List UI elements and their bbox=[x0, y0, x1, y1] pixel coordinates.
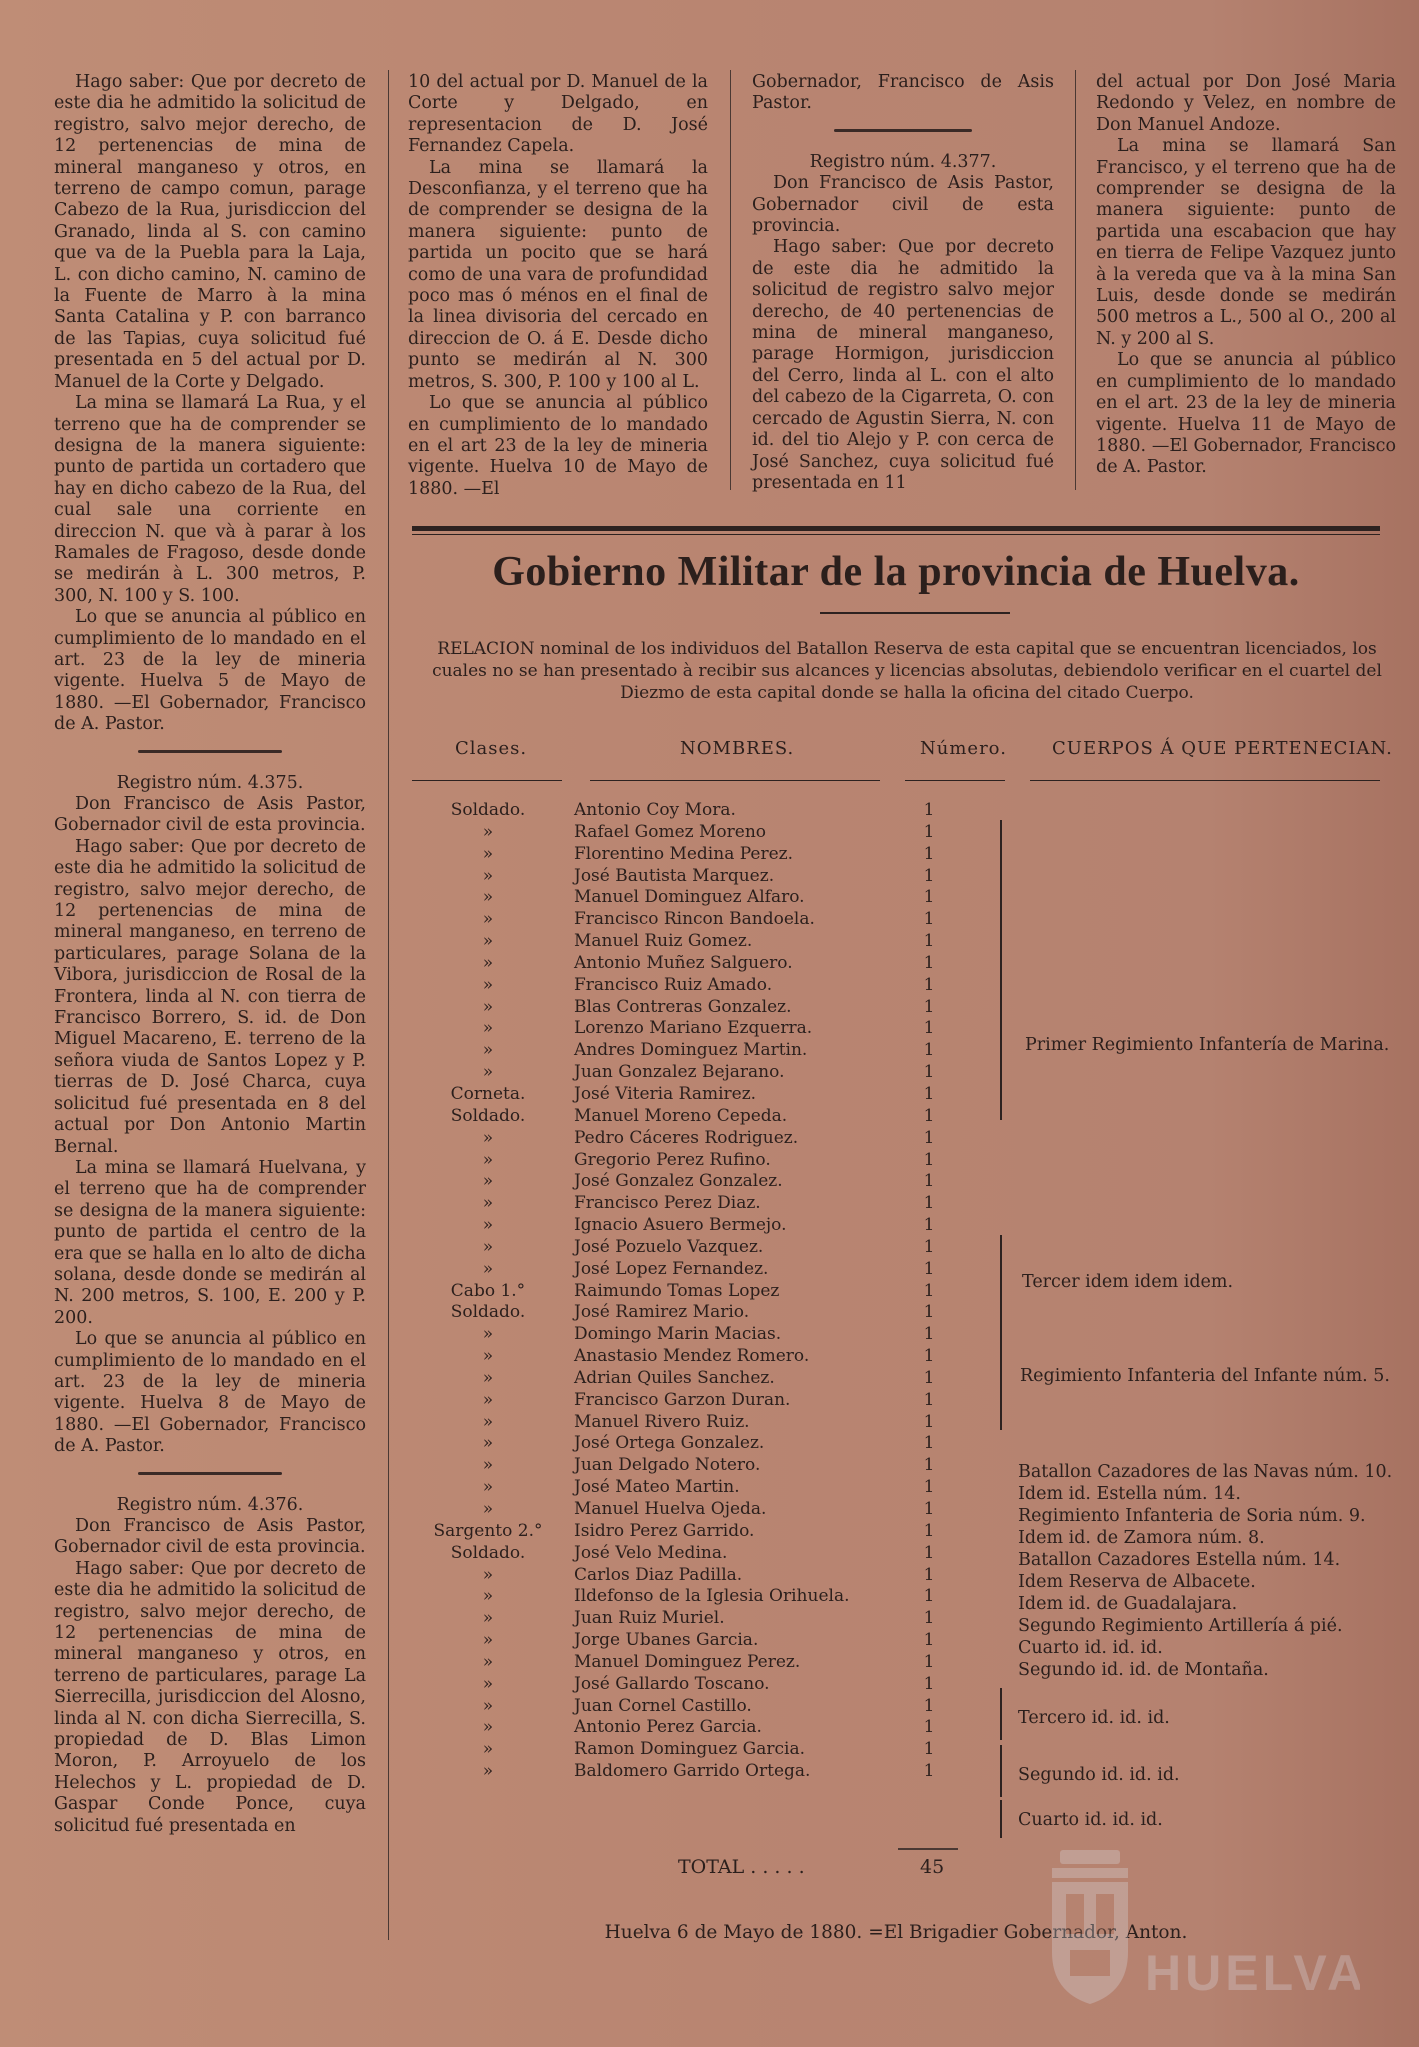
unit-label: Cuarto id. id. id. bbox=[1018, 1810, 1163, 1830]
roster-class: » bbox=[482, 1673, 494, 1694]
roster-name: José Pozuelo Vazquez. bbox=[574, 1236, 764, 1257]
roster-name: José Gonzalez Gonzalez. bbox=[574, 1171, 783, 1192]
roster-class: » bbox=[482, 1127, 494, 1148]
roster-number: 1 bbox=[923, 1258, 935, 1279]
unit-label: Idem Reserva de Albacete. bbox=[1018, 1572, 1256, 1592]
roster-number: 1 bbox=[923, 1302, 935, 1323]
unit-label: Segundo id. id. de Montaña. bbox=[1018, 1660, 1269, 1680]
roster-name: Rafael Gomez Moreno bbox=[574, 821, 767, 842]
column-1 bbox=[54, 72, 366, 1837]
roster-class: » bbox=[482, 1411, 494, 1432]
header-cuerpos: CUERPOS Á QUE PERTENECIAN. bbox=[1052, 738, 1393, 759]
roster-name: Manuel Moreno Cepeda. bbox=[574, 1105, 788, 1126]
unit-label: Regimiento Infanteria de Soria núm. 9. bbox=[1018, 1506, 1366, 1526]
roster-name: Adrian Quiles Sanchez. bbox=[574, 1367, 775, 1388]
roster-class: Cabo 1.° bbox=[450, 1280, 526, 1301]
registro-4375-para2: La mina se llamará Huelvana, y el terreno que ha de comprender se designa de la manera siguiente: punto de partida el centro de la era que se halla en lo alto de dicha solana, desde donde se medirán al N. 200 metros, S. 100, E. 200 y P. 200. bbox=[54, 1157, 366, 1328]
roster-class: » bbox=[482, 1215, 494, 1236]
registro-4377-para1: Hago saber: Que por decreto de este dia he admitido la solicitud de registro salvo mejor derecho, de 40 pertenencias de mina de mineral manganeso, parage Hormigon, jurisdiccion del Cerro, linda al L. con el alto del cabezo de la Cigarreta, O. con cercado de Agustin Sierra, N. con id. del tio Alejo y P. con cerca de José Sanchez, cuya solicitud fué presentada en 11 bbox=[752, 237, 1054, 493]
roster-name: José Ortega Gonzalez. bbox=[574, 1433, 765, 1454]
roster-number: 1 bbox=[923, 1040, 935, 1061]
roster-name: Francisco Perez Diaz. bbox=[574, 1193, 761, 1214]
roster-number: 1 bbox=[923, 1673, 935, 1694]
roster-number: 1 bbox=[923, 1564, 935, 1585]
col3-para1: Gobernador, Francisco de Asis Pastor. bbox=[752, 72, 1054, 114]
roster-number: 1 bbox=[923, 1367, 935, 1388]
roster-number: 1 bbox=[923, 1477, 935, 1498]
brace-group-5 bbox=[1000, 1745, 1010, 1797]
roster-class: Corneta. bbox=[450, 1083, 526, 1104]
roster-class: » bbox=[482, 931, 494, 952]
roster-name: Isidro Perez Garrido. bbox=[574, 1520, 755, 1541]
roster-number: 1 bbox=[923, 1324, 935, 1345]
total-rule bbox=[898, 1848, 958, 1850]
table-row bbox=[412, 1368, 954, 1390]
roster-name: Carlos Diaz Padilla. bbox=[574, 1564, 743, 1585]
roster-name: Lorenzo Mariano Ezquerra. bbox=[574, 1018, 813, 1039]
roster-number: 1 bbox=[923, 1215, 935, 1236]
roster-class: Soldado. bbox=[450, 1302, 526, 1323]
watermark-text: HUELVA bbox=[1145, 1945, 1360, 2001]
unit-label: Tercero id. id. id. bbox=[1018, 1708, 1170, 1728]
roster-number: 1 bbox=[923, 1739, 935, 1760]
roster-number: 1 bbox=[923, 996, 935, 1017]
roster-number: 1 bbox=[923, 865, 935, 886]
roster-number: 1 bbox=[923, 952, 935, 973]
roster-name: Ildefonso de la Iglesia Orihuela. bbox=[574, 1586, 850, 1607]
registro-4375-para1: Hago saber: Que por decreto de este dia he admitido la solicitud de registro, salvo mejor derecho, de 12 pertenencias de mina de mineral manganeso, en terreno de particulares, parage Solana de la Vibora, jurisdiccion de Rosal de la Frontera, linda al N. con tierra de Francisco Borrero, S. id. de Don Miguel Macareno, E. terreno de la señora viuda de Santos Lopez y P. tierras de D. José Charca, cuya solicitud fué presentada en 8 del actual por Don Antonio Martin Bernal. bbox=[54, 836, 366, 1157]
table-row bbox=[412, 1062, 954, 1084]
brace-group-2 bbox=[1000, 1235, 1010, 1345]
roster-class: » bbox=[482, 1564, 494, 1585]
table-row bbox=[412, 1543, 954, 1565]
roster-name: Manuel Ruiz Gomez. bbox=[574, 931, 753, 952]
roster-name: Antonio Coy Mora. bbox=[574, 800, 736, 820]
roster-class: Soldado. bbox=[450, 1105, 526, 1126]
total-label: TOTAL . . . . . bbox=[678, 1856, 805, 1878]
table-row bbox=[412, 953, 954, 975]
table-row bbox=[412, 1281, 954, 1303]
table-row bbox=[412, 1237, 954, 1259]
table-row bbox=[412, 1259, 954, 1281]
separator bbox=[138, 750, 282, 753]
roster-class: » bbox=[482, 952, 494, 973]
roster-number: 1 bbox=[923, 821, 935, 842]
table-row bbox=[412, 1346, 954, 1368]
total-value: 45 bbox=[920, 1856, 945, 1878]
registro-4376-para1: Hago saber: Que por decreto de este dia he admitido la solicitud de registro, salvo mejor derecho, de 12 pertenencias de mina de mineral manganeso y otros, en terreno de particulares, parage La Sierrecilla, jurisdiccion del Alosno, linda al N. con dicha Sierrecilla, S. propiedad de D. Blas Limon Moron, P. Arroyuelo de los Helechos y L. propiedad de D. Gaspar Conde Ponce, cuya solicitud fué presentada en bbox=[54, 1558, 366, 1836]
roster-number: 1 bbox=[923, 1236, 935, 1257]
roster-name: Juan Ruiz Muriel. bbox=[574, 1608, 725, 1629]
roster-class: » bbox=[482, 1695, 494, 1716]
roster-class: » bbox=[482, 1477, 494, 1498]
roster-name: Pedro Cáceres Rodriguez. bbox=[574, 1127, 799, 1148]
roster-class: Soldado. bbox=[450, 1542, 526, 1563]
column-divider bbox=[388, 70, 389, 1940]
unit-label: Batallon Cazadores de las Navas núm. 10. bbox=[1018, 1462, 1393, 1482]
roster-name: José Bautista Marquez. bbox=[574, 865, 775, 886]
unit-label: Idem id. Estella núm. 14. bbox=[1018, 1484, 1241, 1504]
separator bbox=[138, 1472, 282, 1475]
roster-number: 1 bbox=[923, 1062, 935, 1083]
roster-number: 1 bbox=[923, 1083, 935, 1104]
table-row bbox=[412, 975, 954, 997]
roster-class: » bbox=[482, 1171, 494, 1192]
table-row bbox=[412, 1128, 954, 1150]
header-underline bbox=[590, 780, 880, 781]
signature-line: Huelva 6 de Mayo de 1880. =El Brigadier Gobernador, Anton. bbox=[604, 1922, 1188, 1943]
roster-class: » bbox=[482, 1236, 494, 1257]
roster-number: 1 bbox=[923, 1761, 935, 1782]
table-row bbox=[412, 1761, 954, 1783]
table-row bbox=[412, 997, 954, 1019]
roster-name: José Ramirez Mario. bbox=[574, 1302, 750, 1323]
roster-name: Baldomero Garrido Ortega. bbox=[574, 1761, 811, 1782]
table-row bbox=[412, 1521, 954, 1543]
roster-number: 1 bbox=[923, 1499, 935, 1519]
table-row bbox=[412, 1018, 954, 1040]
table-row bbox=[412, 1477, 954, 1499]
table-row bbox=[412, 1215, 954, 1237]
brace-group-1 bbox=[1000, 820, 1010, 1120]
roster-name: Francisco Garzon Duran. bbox=[574, 1389, 791, 1410]
col1-para3: Lo que se anuncia al público en cumplimiento de lo mandado en el art. 23 de la ley de mineria vigente. Huelva 5 de Mayo de 1880. —El Gobernador, Francisco de A. Pastor. bbox=[54, 607, 366, 735]
table-row bbox=[412, 1106, 954, 1128]
roster-number: 1 bbox=[923, 1127, 935, 1148]
roster-number: 1 bbox=[923, 1346, 935, 1367]
roster-table bbox=[412, 800, 954, 1783]
table-row bbox=[412, 1696, 954, 1718]
roster-name: Manuel Dominguez Alfaro. bbox=[574, 887, 805, 908]
roster-number: 1 bbox=[923, 1018, 935, 1039]
roster-number: 1 bbox=[923, 887, 935, 908]
roster-name: José Gallardo Toscano. bbox=[574, 1673, 770, 1694]
roster-number: 1 bbox=[923, 909, 935, 930]
table-row bbox=[412, 1674, 954, 1696]
registro-4376-heading: Registro núm. 4.376. bbox=[116, 1494, 304, 1515]
table-row bbox=[412, 1630, 954, 1652]
roster-name: Juan Cornel Castillo. bbox=[574, 1695, 752, 1716]
roster-name: Manuel Huelva Ojeda. bbox=[574, 1499, 767, 1519]
roster-class: » bbox=[482, 1346, 494, 1367]
roster-name: Antonio Muñez Salguero. bbox=[574, 952, 793, 973]
roster-number: 1 bbox=[923, 1695, 935, 1716]
roster-number: 1 bbox=[923, 1520, 935, 1541]
roster-class: » bbox=[482, 887, 494, 908]
table-row bbox=[412, 844, 954, 866]
crest-icon bbox=[1030, 1840, 1360, 2030]
roster-name: Ramon Dominguez Garcia. bbox=[574, 1739, 805, 1760]
roster-number: 1 bbox=[923, 1105, 935, 1126]
table-row bbox=[412, 800, 954, 822]
roster-number: 1 bbox=[923, 1193, 935, 1214]
unit-label: Idem id. de Guadalajara. bbox=[1018, 1594, 1238, 1614]
roster-name: Francisco Rincon Bandoela. bbox=[574, 909, 815, 930]
section-rule-thick bbox=[412, 526, 1380, 531]
roster-name: José Velo Medina. bbox=[574, 1542, 728, 1563]
roster-class: » bbox=[482, 1630, 494, 1651]
roster-name: José Lopez Fernandez. bbox=[574, 1258, 769, 1279]
unit-label: Primer Regimiento Infantería de Marina. bbox=[1025, 1035, 1390, 1055]
roster-class: » bbox=[482, 821, 494, 842]
table-row bbox=[412, 1739, 954, 1761]
roster-name: Antonio Perez Garcia. bbox=[574, 1717, 762, 1738]
roster-number: 1 bbox=[923, 1280, 935, 1301]
table-row bbox=[412, 1150, 954, 1172]
roster-class: » bbox=[482, 843, 494, 864]
col4-para2: La mina se llamará San Francisco, y el terreno que ha de comprender se designa de la manera siguiente: punto de partida una escabacion que hay en tierra de Felipe Vazquez junto à la vereda que va à la mina San Luis, desde donde se medirán 500 metros a L., 500 al O., 200 al N. y 200 al S. bbox=[1096, 136, 1396, 349]
column-3 bbox=[752, 72, 1054, 494]
roster-class: Soldado. bbox=[450, 800, 526, 820]
roster-name: Francisco Ruiz Amado. bbox=[574, 974, 773, 995]
roster-class: » bbox=[482, 1761, 494, 1782]
table-row bbox=[412, 866, 954, 888]
roster-class: » bbox=[482, 1040, 494, 1061]
table-row bbox=[412, 1608, 954, 1630]
roster-name: Andres Dominguez Martin. bbox=[574, 1040, 808, 1061]
roster-class: » bbox=[482, 1149, 494, 1170]
roster-name: Manuel Rivero Ruiz. bbox=[574, 1411, 750, 1432]
table-row bbox=[412, 1193, 954, 1215]
registro-4375-para3: Lo que se anuncia al público en cumplimiento de lo mandado en el art. 23 de la ley de mineria vigente. Huelva 8 de Mayo de 1880. —El Gobernador, Francisco de A. Pastor. bbox=[54, 1329, 366, 1457]
roster-number: 1 bbox=[923, 974, 935, 995]
header-numero: Número. bbox=[920, 738, 1007, 759]
col2-para1: 10 del actual por D. Manuel de la Corte y Delgado, en representacion de D. José Fernandez Capela. bbox=[408, 72, 708, 157]
roster-name: Juan Delgado Notero. bbox=[574, 1455, 761, 1476]
registro-4375-governor: Don Francisco de Asis Pastor, Gobernador civil de esta provincia. bbox=[54, 794, 366, 836]
roster-name: José Mateo Martin. bbox=[574, 1477, 740, 1498]
roster-class: » bbox=[482, 1324, 494, 1345]
table-row bbox=[412, 1499, 954, 1521]
roster-class: » bbox=[482, 1739, 494, 1760]
roster-number: 1 bbox=[923, 1455, 935, 1476]
roster-class: » bbox=[482, 1062, 494, 1083]
roster-class: » bbox=[482, 1389, 494, 1410]
table-row bbox=[412, 1433, 954, 1455]
table-row bbox=[412, 1040, 954, 1062]
roster-name: Domingo Marin Macias. bbox=[574, 1324, 782, 1345]
header-underline bbox=[412, 780, 562, 781]
roster-class: » bbox=[482, 974, 494, 995]
roster-number: 1 bbox=[923, 1651, 935, 1672]
roster-class: » bbox=[482, 909, 494, 930]
table-row bbox=[412, 1171, 954, 1193]
roster-class: Sargento 2.° bbox=[433, 1520, 543, 1541]
roster-class: » bbox=[482, 1193, 494, 1214]
roster-number: 1 bbox=[923, 1717, 935, 1738]
table-row bbox=[412, 909, 954, 931]
registro-4375-heading: Registro núm. 4.375. bbox=[116, 772, 304, 793]
unit-label: Cuarto id. id. id. bbox=[1018, 1638, 1163, 1658]
roster-number: 1 bbox=[923, 1411, 935, 1432]
roster-name: José Viteria Ramirez. bbox=[574, 1083, 757, 1104]
table-row bbox=[412, 1652, 954, 1674]
roster-name: Blas Contreras Gonzalez. bbox=[574, 996, 792, 1017]
roster-number: 1 bbox=[923, 1608, 935, 1629]
roster-class: » bbox=[482, 1455, 494, 1476]
separator bbox=[834, 129, 973, 132]
roster-class: » bbox=[482, 1717, 494, 1738]
roster-number: 1 bbox=[923, 1389, 935, 1410]
huelva-watermark-logo bbox=[1030, 1840, 1360, 2030]
table-row bbox=[412, 1455, 954, 1477]
column-divider bbox=[1075, 70, 1076, 490]
table-row bbox=[412, 1302, 954, 1324]
column-4 bbox=[1096, 72, 1396, 479]
table-row bbox=[412, 1586, 954, 1608]
roster-class: » bbox=[482, 1651, 494, 1672]
section-title: Gobierno Militar de la provincia de Huelva. bbox=[492, 549, 1300, 595]
table-row bbox=[412, 1390, 954, 1412]
unit-label: Segundo Regimiento Artillería á pié. bbox=[1018, 1616, 1343, 1636]
roster-name: Ignacio Asuero Bermejo. bbox=[574, 1215, 787, 1236]
roster-class: » bbox=[482, 1499, 494, 1519]
roster-number: 1 bbox=[923, 1586, 935, 1607]
table-row bbox=[412, 1565, 954, 1587]
unit-label: Tercer idem idem idem. bbox=[1022, 1272, 1234, 1292]
col2-para3: Lo que se anuncia al público en cumplimiento de lo mandado en el art 23 de la ley de mineria vigente. Huelva 10 de Mayo de 1880. —El bbox=[408, 393, 708, 499]
table-row bbox=[412, 931, 954, 953]
roster-name: Jorge Ubanes Garcia. bbox=[574, 1630, 759, 1651]
registro-4377-heading: Registro núm. 4.377. bbox=[809, 151, 997, 172]
roster-class: » bbox=[482, 1367, 494, 1388]
brace-group-3 bbox=[1000, 1330, 1010, 1430]
roster-name: Gregorio Perez Rufino. bbox=[574, 1149, 771, 1170]
roster-class: » bbox=[482, 996, 494, 1017]
col2-para2: La mina se llamará la Desconfianza, y el terreno que ha de comprender se designa de la manera siguiente: punto de partida un pocito que se hará como de una vara de profundidad poco mas ó ménos en el final de la linea divisoria del cercado en direccion de O. á E. Desde dicho punto se medirán al N. 300 metros, S. 300, P. 100 y 100 al L. bbox=[408, 157, 708, 392]
roster-name: Raimundo Tomas Lopez bbox=[574, 1280, 780, 1301]
roster-number: 1 bbox=[923, 1433, 935, 1454]
table-row bbox=[412, 887, 954, 909]
roster-class: » bbox=[482, 1258, 494, 1279]
roster-name: Juan Gonzalez Bejarano. bbox=[574, 1062, 785, 1083]
table-row bbox=[412, 1084, 954, 1106]
unit-label: Idem id. de Zamora núm. 8. bbox=[1018, 1528, 1265, 1548]
unit-label: Segundo id. id. id. bbox=[1018, 1765, 1180, 1785]
col1-para2: La mina se llamará La Rua, y el terreno que ha de comprender se designa de la manera siguiente: punto de partida un cortadero que hay en dicho cabezo de la Rua, del cual sale una corriente en direccion N. que và à parar à los Ramales de Fragoso, desde donde se medirán à L. 300 metros, P. 300, N. 100 y S. 100. bbox=[54, 393, 366, 606]
table-row bbox=[412, 822, 954, 844]
header-underline bbox=[1030, 780, 1380, 781]
title-ornament bbox=[820, 612, 1010, 614]
section-rule-thin bbox=[412, 534, 1380, 535]
header-nombres: NOMBRES. bbox=[680, 738, 795, 759]
roster-name: Florentino Medina Perez. bbox=[574, 843, 794, 864]
registro-4376-governor: Don Francisco de Asis Pastor, Gobernador civil de esta provincia. bbox=[54, 1516, 366, 1558]
table-row bbox=[412, 1324, 954, 1346]
col4-para1: del actual por Don José Maria Redondo y Velez, en nombre de Don Manuel Andoze. bbox=[1096, 72, 1396, 135]
table-row bbox=[412, 1412, 954, 1434]
roster-number: 1 bbox=[923, 1630, 935, 1651]
unit-label: Batallon Cazadores Estella núm. 14. bbox=[1018, 1550, 1341, 1570]
roster-number: 1 bbox=[923, 931, 935, 952]
brace-group-4 bbox=[1000, 1688, 1010, 1740]
roster-class: » bbox=[482, 1608, 494, 1629]
relacion-intro: RELACION nominal de los individuos del Batallon Reserva de esta capital que se encuentran licenciados, los cuales no se han presentado à recibir sus alcances y licencias absolutas, debiendolo verificar en el cuartel del Diezmo de esta capital donde se halla la oficina del citado Cuerpo. bbox=[432, 639, 1382, 703]
column-2 bbox=[408, 72, 708, 500]
roster-name: Manuel Dominguez Perez. bbox=[574, 1651, 801, 1672]
header-underline bbox=[905, 780, 1005, 781]
roster-name: Anastasio Mendez Romero. bbox=[574, 1346, 810, 1367]
table-row bbox=[412, 1717, 954, 1739]
unit-label: Regimiento Infanteria del Infante núm. 5. bbox=[1020, 1366, 1390, 1386]
roster-class: » bbox=[482, 1586, 494, 1607]
roster-number: 1 bbox=[923, 1542, 935, 1563]
roster-number: 1 bbox=[923, 1149, 935, 1170]
roster-number: 1 bbox=[923, 843, 935, 864]
roster-class: » bbox=[482, 1018, 494, 1039]
column-divider bbox=[730, 70, 731, 490]
registro-4377-governor: Don Francisco de Asis Pastor, Gobernador civil de esta provincia. bbox=[752, 173, 1054, 237]
col4-para3: Lo que se anuncia al público en cumplimiento de lo mandado en el art. 23 de la ley de mineria vigente. Huelva 11 de Mayo de 1880. —El Gobernador, Francisco de A. Pastor. bbox=[1096, 350, 1396, 478]
roster-class: » bbox=[482, 1433, 494, 1454]
roster-class: » bbox=[482, 865, 494, 886]
brace-group-6 bbox=[1000, 1800, 1010, 1838]
roster-number: 1 bbox=[923, 800, 935, 820]
col1-para1: Hago saber: Que por decreto de este dia he admitido la solicitud de registro, salvo mejor derecho, de 12 pertenencias de mina de mineral manganeso y otros, en terreno de campo comun, parage Cabezo de la Rua, jurisdiccion del Granado, linda al S. con camino que va de la Puebla para la Laja, L. con dicho camino, N. camino de la Fuente de Marro à la mina Santa Catalina y P. con barranco de las Tapias, cuya solicitud fué presentada en 5 del actual por D. Manuel de la Corte y Delgado. bbox=[54, 72, 366, 392]
roster-number: 1 bbox=[923, 1171, 935, 1192]
header-clases: Clases. bbox=[455, 738, 528, 759]
